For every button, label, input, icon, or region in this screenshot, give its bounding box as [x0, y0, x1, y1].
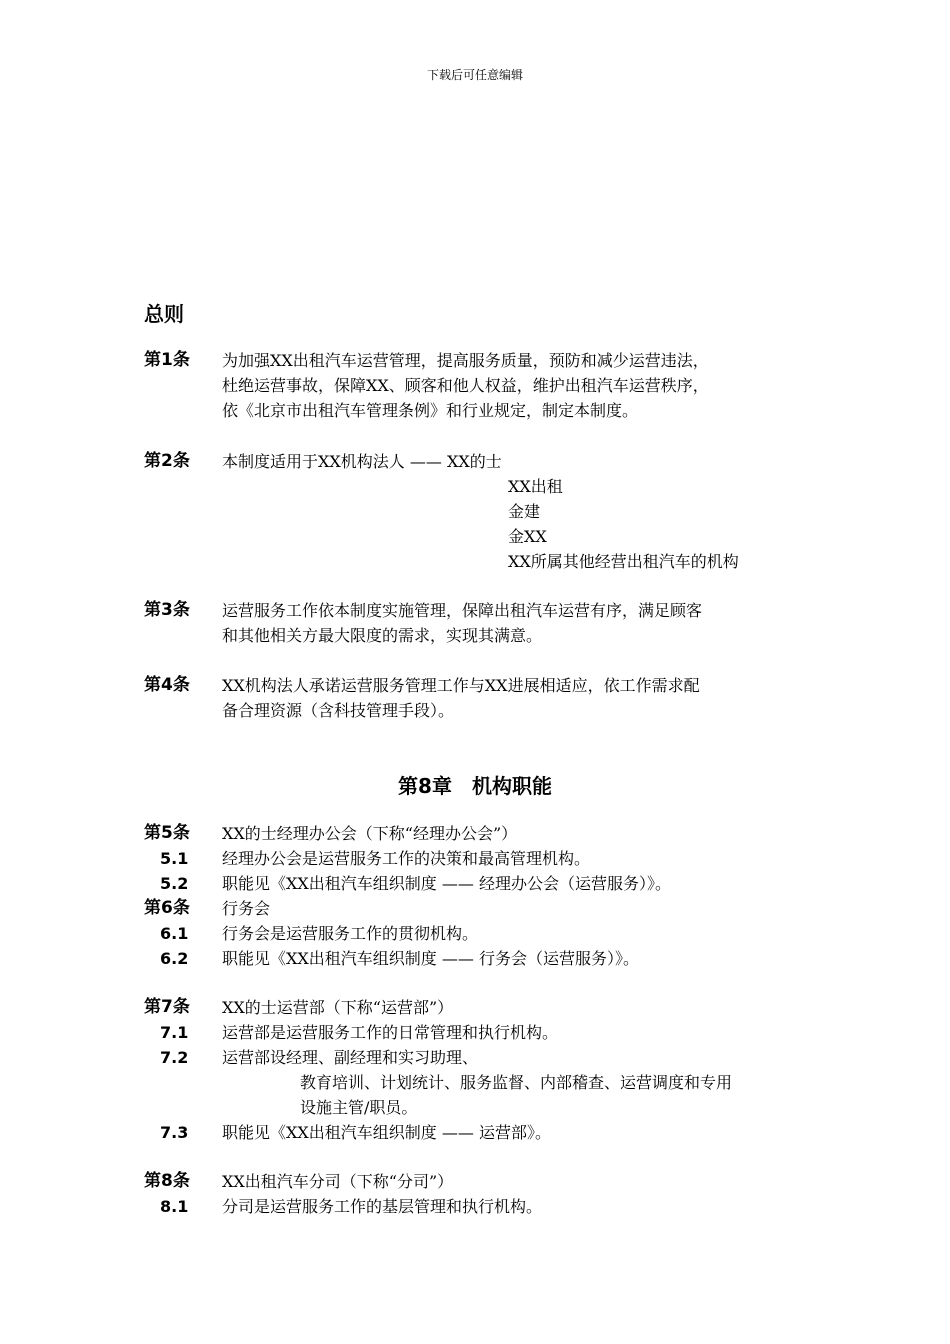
clause-label: 8.1 — [160, 1197, 189, 1216]
clause-label: 5.1 — [160, 849, 189, 868]
clause-text: 分司是运营服务工作的基层管理和执行机构。 — [222, 1197, 543, 1216]
article-text — [222, 348, 814, 423]
clause-label: 6.2 — [160, 949, 189, 968]
article-text: XX的士运营部（下称“运营部”） — [222, 998, 454, 1017]
article-2 — [144, 449, 814, 574]
page-header: 下载后可任意编辑 — [426, 68, 523, 82]
clause-7-2 — [144, 1045, 814, 1120]
text-line: 依《北京市出租汽车管理条例》和行业规定，制定本制度。 — [222, 401, 639, 420]
clause-label: 6.1 — [160, 924, 189, 943]
article-label: 第6条 — [144, 898, 190, 918]
clause-text: 职能见《XX出租汽车组织制度 —— 行务会（运营服务）》。 — [222, 949, 639, 968]
clause-text: 运营部是运营服务工作的日常管理和执行机构。 — [222, 1023, 559, 1042]
clause-label: 7.3 — [160, 1123, 189, 1142]
text-line: 杜绝运营事故，保障XX、顾客和他人权益，维护出租汽车运营秩序， — [222, 376, 709, 395]
chapter-title: 第8章 机构职能 — [398, 774, 552, 798]
article-label: 第3条 — [144, 600, 190, 620]
clause-text: 运营部设经理、副经理和实习助理、 — [222, 1048, 479, 1067]
article-label: 第5条 — [144, 823, 190, 843]
article-label: 第8条 — [144, 1171, 190, 1191]
scope-item: 金建 — [508, 502, 541, 521]
article-text: XX出租汽车分司（下称“分司”） — [222, 1172, 454, 1191]
text-line: 为加强XX出租汽车运营管理，提高服务质量，预防和减少运营违法， — [222, 351, 709, 370]
article-text: XX的士经理办公会（下称“经理办公会”） — [222, 824, 518, 843]
article-label: 第2条 — [144, 451, 190, 471]
scope-item: 金XX — [508, 527, 547, 546]
text-line: 和其他相关方最大限度的需求，实现其满意。 — [222, 626, 543, 645]
clause-text: 行务会是运营服务工作的贯彻机构。 — [222, 924, 479, 943]
text-line: 备合理资源（含科技管理手段）。 — [222, 701, 455, 720]
article-text: 行务会 — [222, 899, 271, 918]
text-line: XX机构法人承诺运营服务管理工作与XX进展相适应，依工作需求配 — [222, 676, 700, 695]
clause-text: 经理办公会是运营服务工作的决策和最高管理机构。 — [222, 849, 591, 868]
article-text: 本制度适用于XX机构法人 —— XX的士 — [222, 452, 502, 471]
scope-item: XX所属其他经营出租汽车的机构 — [508, 552, 739, 571]
article-label: 第4条 — [144, 675, 190, 695]
text-line: 运营服务工作依本制度实施管理，保障出租汽车运营有序，满足顾客 — [222, 601, 703, 620]
article-label: 第1条 — [144, 350, 190, 370]
section-title: 总则 — [144, 302, 184, 326]
clause-text-continued: 设施主管/职员。 — [300, 1098, 418, 1117]
clause-text-continued: 教育培训、计划统计、服务监督、内部稽查、运营调度和专用 — [300, 1073, 733, 1092]
scope-item: XX出租 — [508, 477, 563, 496]
clause-label: 5.2 — [160, 874, 189, 893]
clause-label: 7.2 — [160, 1048, 189, 1067]
clause-text: 职能见《XX出租汽车组织制度 —— 经理办公会（运营服务）》。 — [222, 874, 671, 893]
article-text — [222, 598, 814, 648]
clause-label: 7.1 — [160, 1023, 189, 1042]
clause-text: 职能见《XX出租汽车组织制度 —— 运营部》。 — [222, 1123, 551, 1142]
article-label: 第7条 — [144, 997, 190, 1017]
article-text — [222, 673, 814, 723]
